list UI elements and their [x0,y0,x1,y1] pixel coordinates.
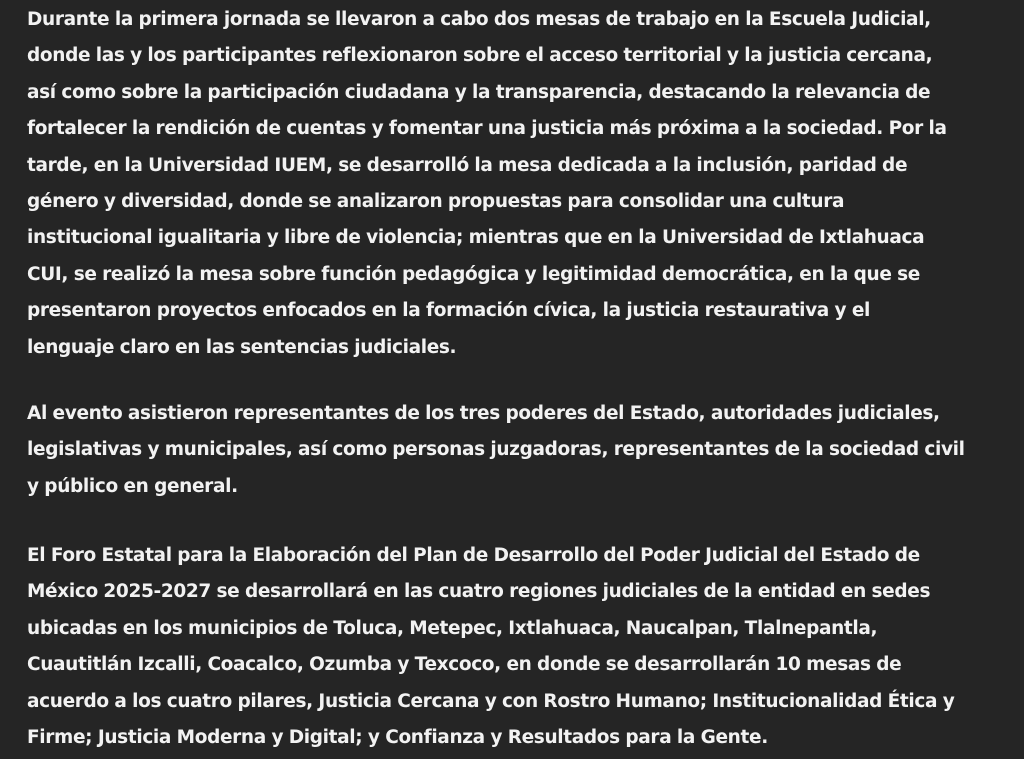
text-line: México 2025-2027 se desarrollará en las cuatro regiones judiciales de la entidad en sedes [27,581,931,603]
text-line: así como sobre la participación ciudadana y la transparencia, destacando la relevancia de [27,81,931,103]
text-line: fortalecer la rendición de cuentas y fomentar una justicia más próxima a la sociedad. Por la [27,118,947,140]
text-line: y público en general. [27,475,238,497]
text-line: género y diversidad, donde se analizaron propuestas para consolidar una cultura [27,190,845,212]
paragraph-forum-info [27,538,954,756]
text-line: tarde, en la Universidad IUEM, se desarrolló la mesa dedicada a la inclusión, paridad de [27,154,908,176]
text-line: acuerdo a los cuatro pilares, Justicia Cercana y con Rostro Humano; Institucionalidad Ética y [27,690,955,712]
text-line: CUI, se realizó la mesa sobre función pedagógica y legitimidad democrática, en la que se [27,263,920,285]
text-line: Firme; Justicia Moderna y Digital; y Confianza y Resultados para la Gente. [27,726,768,748]
paragraph-first-day [27,2,947,366]
text-line: lenguaje claro en las sentencias judiciales. [27,336,457,358]
text-line: Al evento asistieron representantes de los tres poderes del Estado, autoridades judiciales, [27,403,940,424]
text-line: presentaron proyectos enfocados en la formación cívica, la justicia restaurativa y el [27,300,871,322]
text-line: donde las y los participantes reflexionaron sobre el acceso territorial y la justicia cercana, [27,45,933,67]
text-line: El Foro Estatal para la Elaboración del Plan de Desarrollo del Poder Judicial del Estado de [27,545,920,566]
text-line: ubicadas en los municipios de Toluca, Metepec, Ixtlahuaca, Naucalpan, Tlalnepantla, [27,617,878,639]
text-line: legislativas y municipales, así como personas juzgadoras, representantes de la sociedad civil [27,439,965,461]
text-line: Cuautitlán Izcalli, Coacalco, Ozumba y Texcoco, en donde se desarrollarán 10 mesas de [27,654,902,676]
text-line: Durante la primera jornada se llevaron a cabo dos mesas de trabajo en la Escuela Judicial, [27,9,931,30]
text-line: institucional igualitaria y libre de violencia; mientras que en la Universidad de Ixtlahuaca [27,227,925,249]
paragraph-attendees [27,396,965,505]
article-body [27,0,1002,759]
